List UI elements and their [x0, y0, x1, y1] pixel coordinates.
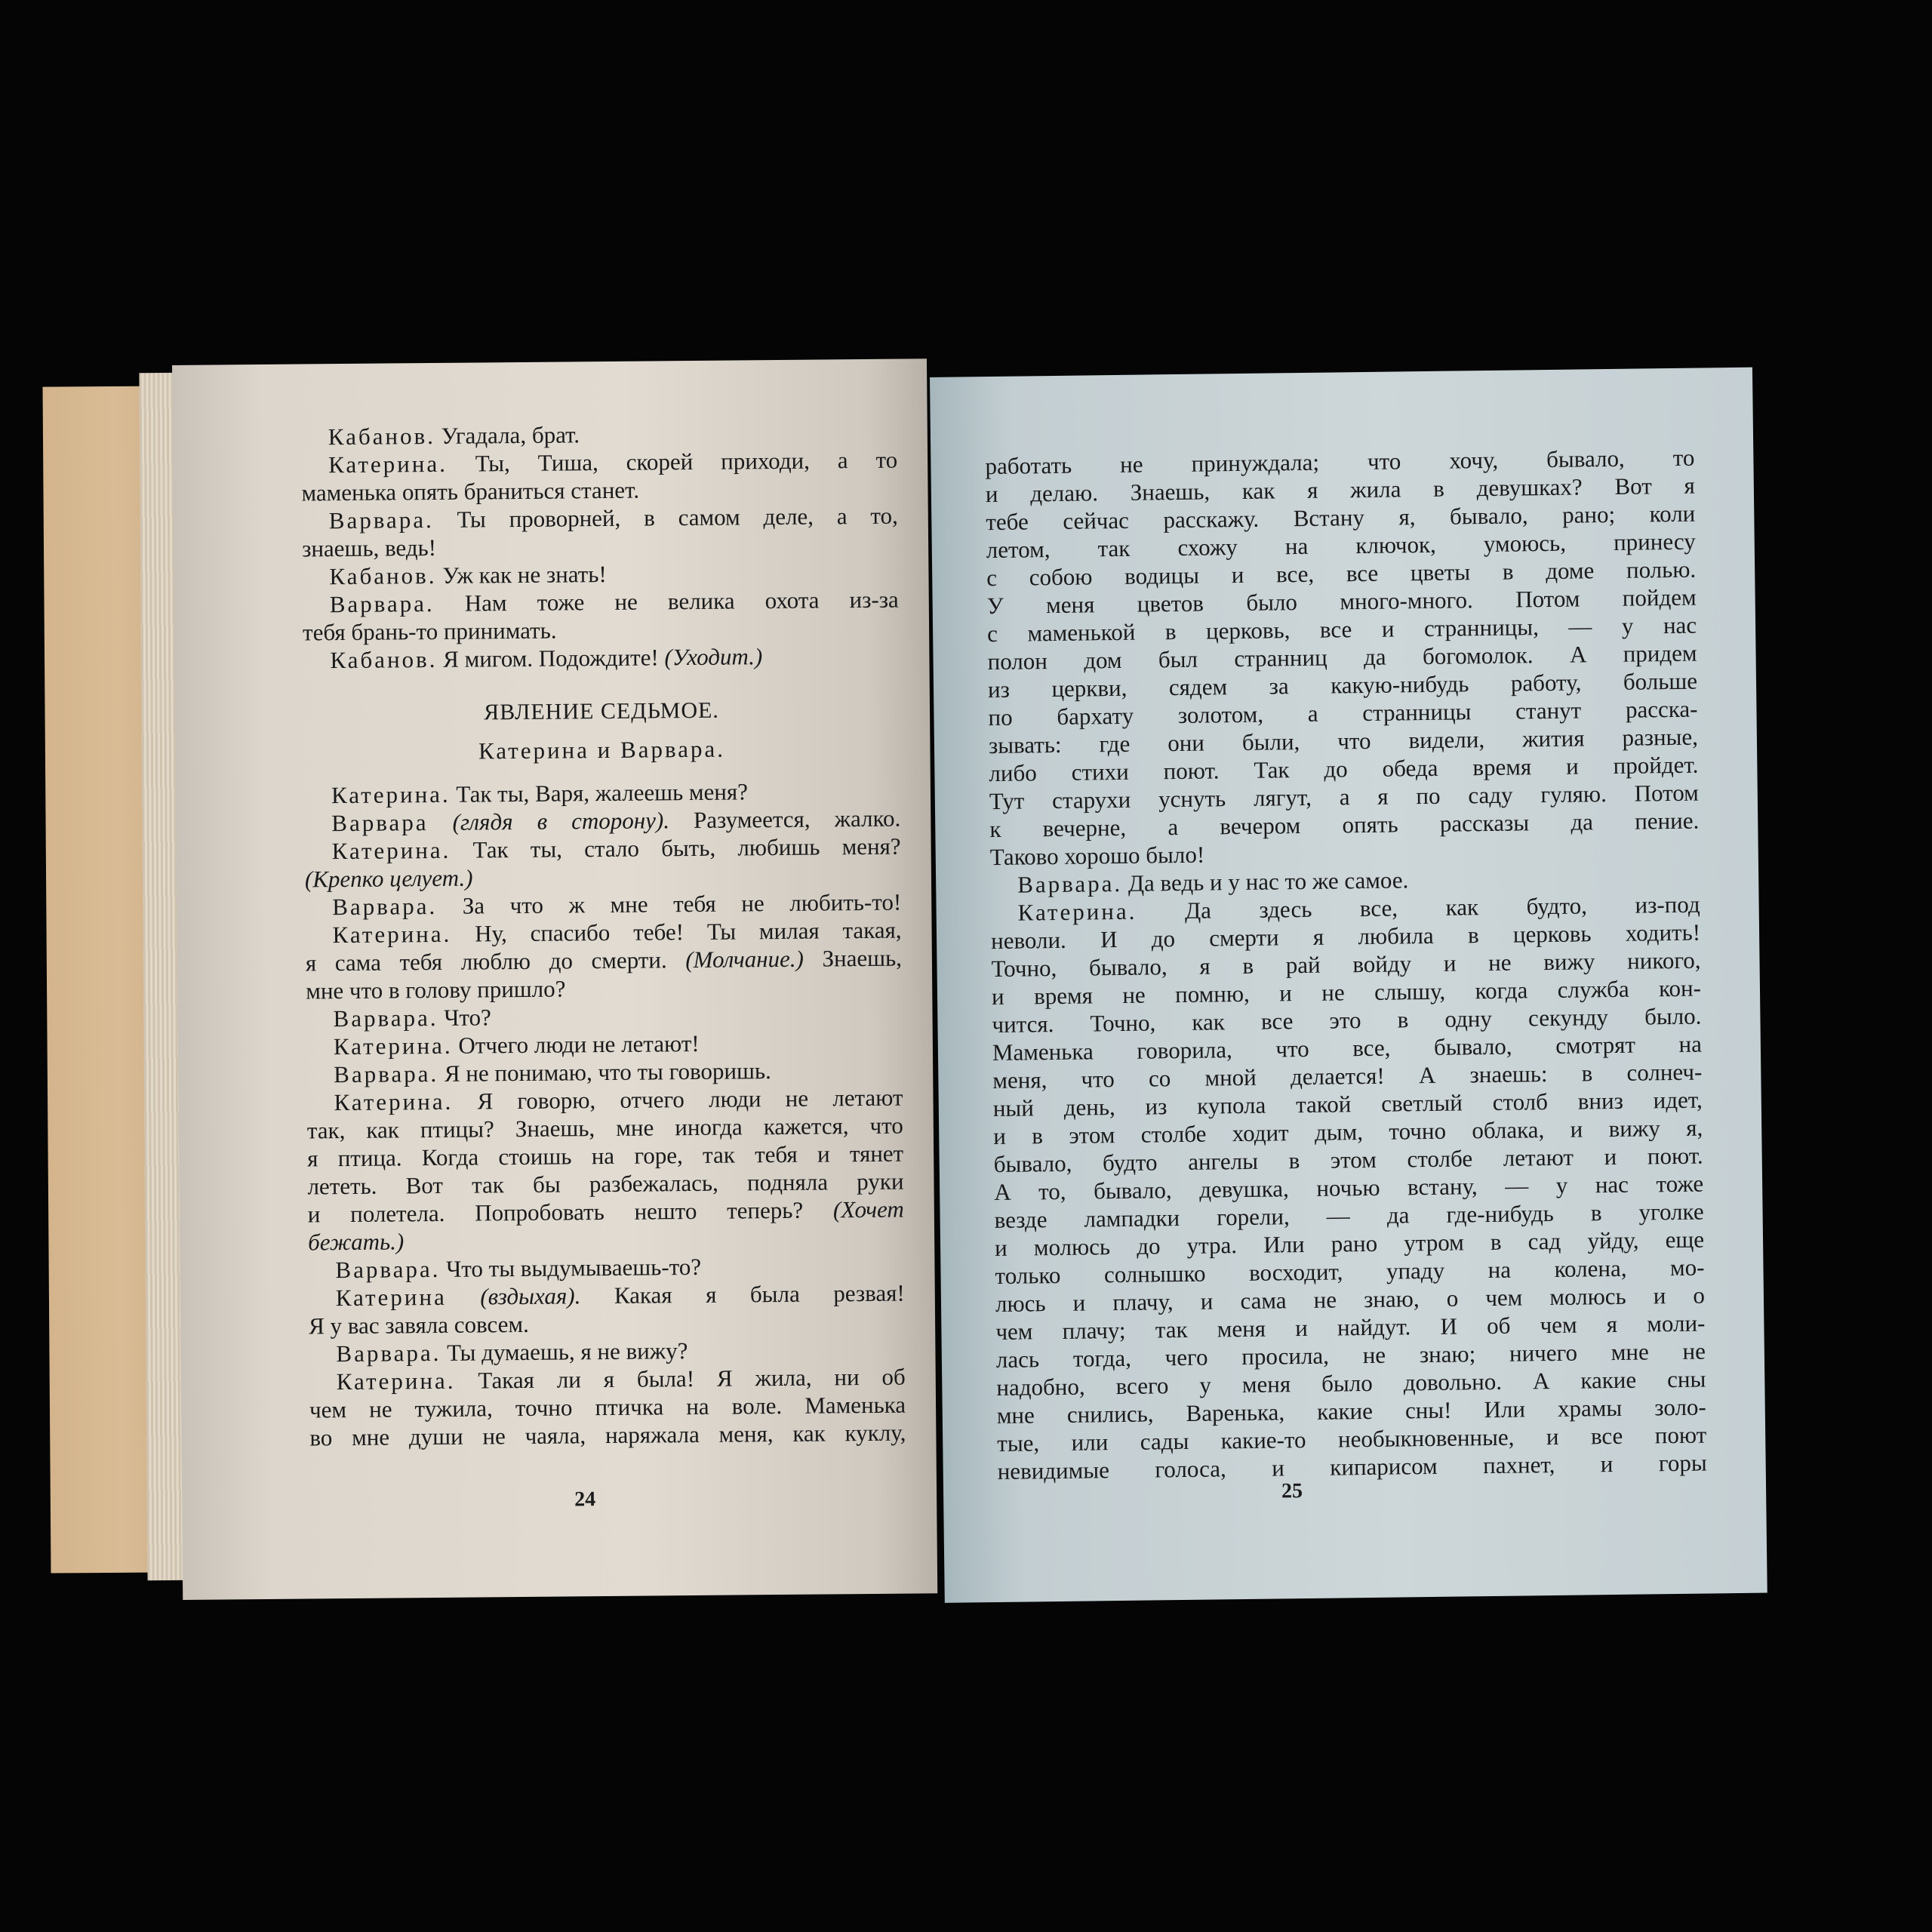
speaker-name: Варвара. — [328, 506, 434, 534]
line-text: А то, бывало, девушка, ночью встану, — у нас тоже — [993, 1170, 1704, 1206]
stage-direction: (глядя в сторону). — [428, 807, 670, 836]
text-line — [306, 944, 902, 977]
text-line — [309, 1419, 906, 1452]
line-text: мне что в голову пришло? — [306, 975, 566, 1004]
right-page — [930, 368, 1767, 1603]
line-text: неволи. И до смерти я любила в церковь ходить! — [990, 918, 1701, 955]
line-text: и молюсь до утра. Или рано утром в сад уйду, еще — [994, 1226, 1705, 1262]
line-text: мне снились, Варенька, какие сны! Или храмы золо- — [996, 1393, 1706, 1429]
line-text: и в этом столбе ходит дым, точно облака, и вижу я, — [993, 1114, 1703, 1150]
speaker-name: Кабанов. — [328, 422, 436, 451]
speaker-name: Катерина. — [328, 450, 448, 478]
line-text: тые, или сады какие-то необыкновенные, и все поют — [997, 1421, 1707, 1457]
speaker-name: Катерина. — [331, 836, 451, 865]
line-text: Я не понимаю, что ты говоришь. — [438, 1057, 771, 1087]
speaker-name: Варвара. — [1017, 869, 1123, 898]
line-text: и полетела. Попробовать нешто теперь? — [307, 1196, 834, 1228]
line-text: с маменькой в церковь, все и странницы, — у нас — [986, 611, 1697, 648]
line-text: Что ты выдумываешь-то? — [440, 1253, 702, 1282]
line-text: Угадала, брат. — [435, 421, 580, 449]
line-text: Так ты, стало быть, любишь меня? — [451, 832, 901, 863]
line-text: чем не тужила, точно птичка на воле. Маменька — [309, 1391, 906, 1423]
line-text: чится. Точно, как все это в одну секунду было. — [992, 1002, 1702, 1038]
line-text: У меня цветов было много-много. Потом пойдем — [986, 583, 1697, 620]
line-text: меня, что со мной делается! А знаешь: в солнеч- — [992, 1058, 1703, 1094]
line-text: лететь. Вот так бы разбежалась, подняла руки — [307, 1168, 904, 1200]
line-text: надобно, всего у меня было довольно. А какие сны — [996, 1365, 1706, 1401]
line-text: бывало, будто ангелы в этом столбе летают и поют. — [993, 1142, 1703, 1178]
line-text: Такая ли я была! Я жила, ни об — [455, 1363, 906, 1394]
line-text: люсь и плачу, и сама не знаю, о чем молюсь и о — [995, 1281, 1706, 1318]
line-text: За что ж мне тебя не любить-то! — [437, 888, 902, 919]
line-text: Ты, Тиша, скорей приходи, а то — [447, 446, 898, 477]
speaker-name: Варвара — [331, 809, 429, 837]
stage-direction: (вздыхая). — [446, 1282, 581, 1310]
speaker-name: Варвара. — [329, 589, 435, 618]
line-text: Какая я была резвая! — [580, 1279, 905, 1309]
line-text: и делаю. Знаешь, как я жила в девушках? Вот я — [985, 472, 1696, 508]
line-text: так, как птицы? Знаешь, мне иногда кажется, что — [306, 1112, 903, 1144]
line-text: Что? — [438, 1004, 491, 1031]
speaker-name: Катерина — [335, 1283, 447, 1312]
stage-direction: (Молчание.) — [685, 945, 804, 974]
line-text: Да ведь и у нас то же самое. — [1121, 866, 1409, 897]
line-text: Разумеется, жалко. — [669, 804, 901, 834]
page-number-right: 25 — [1281, 1479, 1303, 1503]
line-text: Тут старухи уснуть лягут, а я по саду гуляю. Потом — [989, 779, 1700, 815]
line-text: Уж как не знать! — [436, 560, 607, 589]
scene-characters: Катерина и Варвара. — [478, 735, 726, 764]
speaker-name: Катерина. — [332, 920, 452, 949]
line-text: только солнышко восходит, упаду на колена, мо- — [995, 1254, 1705, 1290]
line-text: Отчего люди не летают! — [452, 1029, 700, 1059]
speaker-name: Катерина. — [334, 1088, 454, 1116]
line-text: Я говорю, отчего люди не летают — [453, 1084, 903, 1115]
text-line — [303, 586, 899, 619]
line-text: ный день, из купола такой светлый столб вниз идет, — [992, 1086, 1703, 1122]
line-text: летом, так схожу на ключок, умоюсь, принесу — [986, 528, 1696, 564]
right-page-text — [985, 444, 1707, 1485]
speaker-name: Кабанов. — [330, 645, 438, 674]
left-page-text — [301, 418, 906, 1452]
line-text: с собою водицы и все, все цветы в доме полью. — [986, 555, 1697, 592]
page-number-left: 24 — [574, 1487, 596, 1512]
line-text: я птица. Когда стоишь на горе, так тебя и тянет — [307, 1140, 904, 1172]
speaker-name: Варвара. — [336, 1339, 441, 1367]
speaker-name: Катерина. — [1017, 897, 1137, 926]
stage-direction: (Уходит.) — [664, 643, 763, 671]
line-text: Маменька говорила, что все, бывало, смотрят на — [992, 1030, 1703, 1066]
line-text: везде лампадки горели, — да где-нибудь в уголке — [994, 1198, 1704, 1234]
line-text: невидимые голоса, и кипарисом пахнет, и горы — [997, 1449, 1707, 1485]
line-text: чем плачу; так меня и найдут. И об чем я моли- — [995, 1309, 1706, 1346]
line-text: Знаешь, — [803, 944, 903, 972]
text-line — [302, 502, 898, 535]
stage-direction: (Хочет — [832, 1195, 904, 1223]
line-text: либо стихи поют. Так до обеда время и пройдет. — [989, 751, 1699, 787]
text-line — [301, 446, 897, 479]
line-text: Ты думаешь, я не вижу? — [441, 1337, 688, 1366]
line-text: зывать: где они были, что видели, жития разные, — [988, 723, 1699, 759]
line-text: знаешь, ведь! — [301, 534, 437, 562]
stage-direction: (Крепко целует.) — [304, 864, 473, 893]
speaker-name: Варвара. — [334, 1060, 439, 1088]
speaker-name: Варвара. — [333, 1004, 438, 1032]
speaker-name: Варвара. — [332, 892, 438, 921]
text-line — [309, 1279, 905, 1312]
text-line — [308, 1195, 904, 1229]
line-text: тебя брань-то принимать. — [302, 617, 557, 646]
line-text: Ты проворней, в самом деле, а то, — [433, 502, 898, 533]
line-text: Я у вас завяла совсем. — [308, 1310, 529, 1340]
speaker-name: Кабанов. — [329, 561, 437, 590]
line-text: и время не помню, и не слышу, когда служба кон- — [991, 974, 1702, 1011]
line-text: маменька опять браниться станет. — [301, 476, 640, 506]
scene-heading: ЯВЛЕНИЕ СЕДЬМОЕ. — [484, 697, 720, 725]
text-line — [303, 641, 899, 675]
line-text: Нам тоже не велика охота из-за — [434, 586, 899, 617]
stage-direction: бежать.) — [307, 1228, 405, 1256]
left-page — [172, 358, 937, 1600]
line-text: к вечерне, а вечером опять рассказы да пение. — [989, 807, 1700, 843]
text-line — [304, 832, 900, 866]
speaker-name: Катерина. — [333, 1032, 453, 1060]
line-text: работать не принуждала; что хочу, бывало, то — [985, 444, 1695, 480]
line-text: Я мигом. Подождите! — [437, 644, 665, 672]
line-text: тебе сейчас расскажу. Встану я, бывало, рано; коли — [986, 500, 1696, 536]
speaker-name: Варвара. — [335, 1255, 441, 1284]
line-text: лась тогда, чего просила, не знаю; ничего мне не — [995, 1337, 1706, 1374]
line-text: из церкви, сядем за какую-нибудь работу, больше — [987, 667, 1698, 703]
line-text: Ну, спасибо тебе! Ты милая такая, — [451, 916, 902, 947]
line-text: Точно, бывало, я в рай войду и не вижу никого, — [991, 946, 1701, 983]
line-text: я сама тебя люблю до смерти. — [305, 946, 686, 977]
line-text: Да здесь все, как будто, из-под — [1137, 891, 1700, 924]
line-text: Так ты, Варя, жалеешь меня? — [450, 778, 749, 808]
line-text: по бархату золотом, а странницы станут расска- — [988, 695, 1698, 731]
line-text: Таково хорошо было! — [989, 841, 1205, 871]
speaker-name: Катерина. — [336, 1367, 456, 1395]
line-text: полон дом был странниц да богомолок. А придем — [987, 639, 1697, 675]
line-text: во мне души не чаяла, наряжала меня, как куклу, — [309, 1419, 906, 1451]
speaker-name: Катерина. — [331, 780, 451, 809]
